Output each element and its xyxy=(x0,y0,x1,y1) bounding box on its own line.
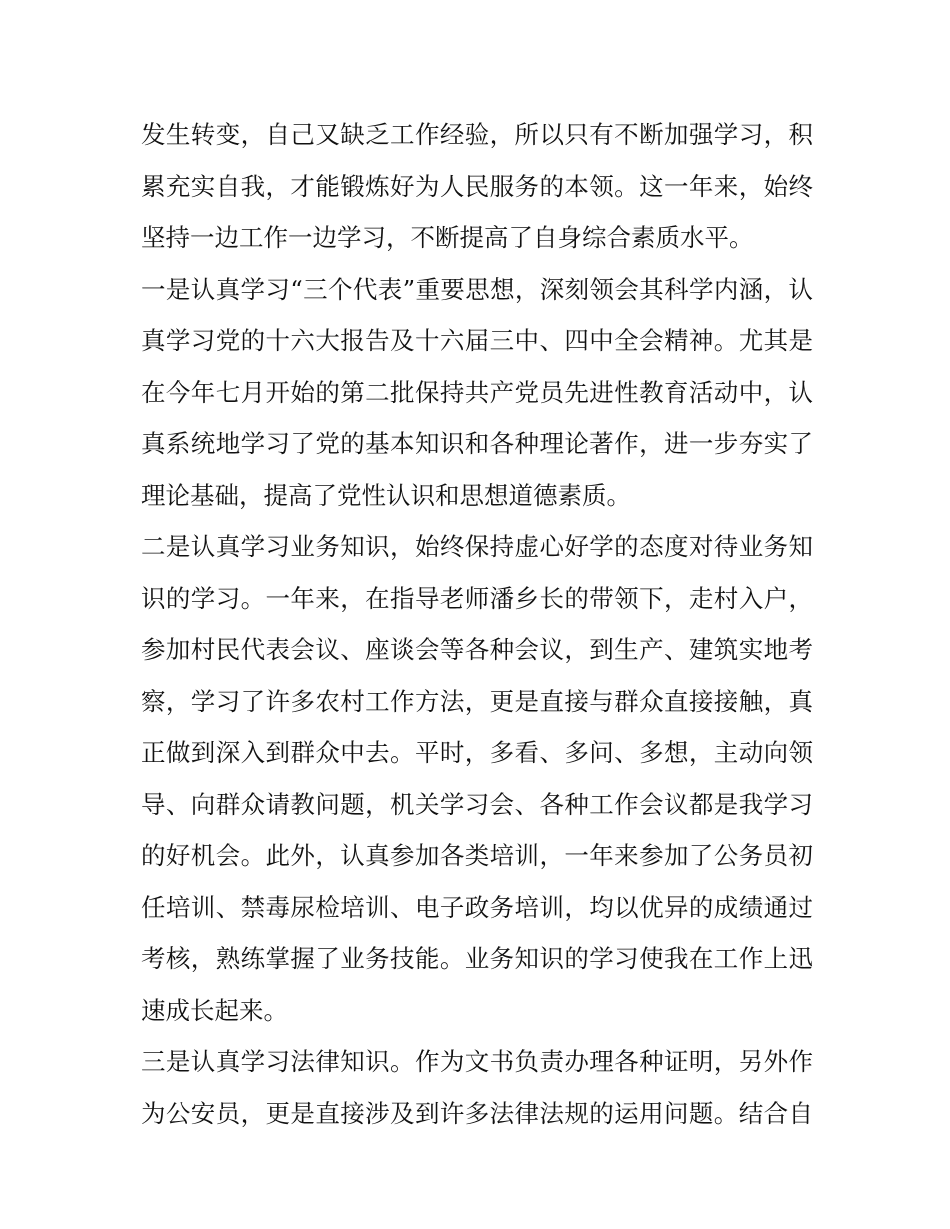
text-line: 坚持一边工作一边学习，不断提高了自身综合素质水平。 xyxy=(141,223,754,252)
text-line: 考核，熟练掌握了业务技能。业务知识的学习使我在工作上迅 xyxy=(141,944,813,973)
text-line: 理论基础，提高了党性认识和思想道德素质。 xyxy=(141,480,631,510)
paragraph-3 xyxy=(141,521,813,1036)
paragraph-4 xyxy=(141,1036,813,1139)
text-line: 为公安员，更是直接涉及到许多法律法规的运用问题。结合自 xyxy=(141,1098,813,1128)
text-line: 的好机会。此外，认真参加各类培训，一年来参加了公务员初 xyxy=(141,841,813,870)
text-line: 真学习党的十六大报告及十六届三中、四中全会精神。尤其是 xyxy=(141,326,813,355)
paragraph-1 xyxy=(141,109,813,264)
text-line: 累充实自我，才能锻炼好为人民服务的本领。这一年来，始终 xyxy=(141,171,813,201)
text-line: 察，学习了许多农村工作方法，更是直接与群众直接接触，真 xyxy=(141,686,813,716)
text-line: 一是认真学习“三个代表”重要思想，深刻领会其科学内涵，认 xyxy=(141,274,813,304)
text-line: 识的学习。一年来，在指导老师潘乡长的带领下，走村入户， xyxy=(141,583,813,613)
text-line: 导、向群众请教问题，机关学习会、各种工作会议都是我学习 xyxy=(141,789,813,819)
text-line: 速成长起来。 xyxy=(141,995,288,1025)
text-line: 发生转变，自己又缺乏工作经验，所以只有不断加强学习，积 xyxy=(141,120,813,149)
text-line: 正做到深入到群众中去。平时，多看、多问、多想，主动向领 xyxy=(141,738,813,767)
paragraph-2 xyxy=(141,264,813,522)
text-line: 二是认真学习业务知识，始终保持虚心好学的态度对待业务知 xyxy=(141,532,813,561)
text-line: 参加村民代表会议、座谈会等各种会议，到生产、建筑实地考 xyxy=(141,635,813,664)
text-line: 任培训、禁毒尿检培训、电子政务培训，均以优异的成绩通过 xyxy=(141,892,813,922)
text-line: 三是认真学习法律知识。作为文书负责办理各种证明，另外作 xyxy=(141,1047,813,1076)
text-line: 真系统地学习了党的基本知识和各种理论著作，进一步夯实了 xyxy=(141,429,813,458)
document-body xyxy=(141,109,813,1139)
text-line: 在今年七月开始的第二批保持共产党员先进性教育活动中，认 xyxy=(141,377,813,407)
